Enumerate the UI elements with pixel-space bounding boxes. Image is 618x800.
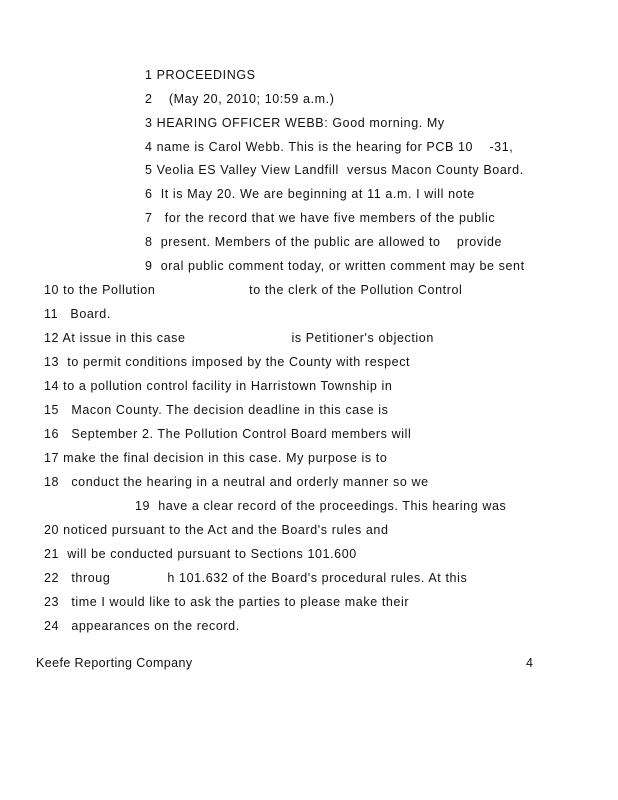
transcript-line-10: 10 to the Pollution to the clerk of the Pollution Control [44,283,463,297]
transcript-line-14: 14 to a pollution control facility in Harristown Township in [44,379,393,393]
transcript-line-4: 4 name is Carol Webb. This is the hearing for PCB 10 -31, [145,140,514,154]
footer-company: Keefe Reporting Company [36,656,193,670]
transcript-line-21: 21 will be conducted pursuant to Sections 101.600 [44,547,357,561]
footer-page-number: 4 [526,656,533,670]
transcript-line-13: 13 to permit conditions imposed by the County with respect [44,355,411,369]
transcript-line-15: 15 Macon County. The decision deadline in this case is [44,403,389,417]
transcript-line-22: 22 throug h 101.632 of the Board's procedural rules. At this [44,571,468,585]
transcript-line-17: 17 make the final decision in this case. My purpose is to [44,451,388,465]
transcript-line-1: 1 PROCEEDINGS [145,68,256,82]
transcript-line-5: 5 Veolia ES Valley View Landfill versus Macon County Board. [145,163,524,177]
transcript-line-20: 20 noticed pursuant to the Act and the Board's rules and [44,523,389,537]
transcript-line-7: 7 for the record that we have five members of the public [145,211,496,225]
transcript-line-24: 24 appearances on the record. [44,619,240,633]
transcript-line-18: 18 conduct the hearing in a neutral and orderly manner so we [44,475,429,489]
transcript-line-19: 19 have a clear record of the proceedings. This hearing was [135,499,507,513]
transcript-line-3: 3 HEARING OFFICER WEBB: Good morning. My [145,116,445,130]
transcript-line-16: 16 September 2. The Pollution Control Board members will [44,427,412,441]
transcript-line-23: 23 time I would like to ask the parties to please make their [44,595,410,609]
transcript-line-11: 11 Board. [44,307,111,321]
transcript-line-9: 9 oral public comment today, or written comment may be sent [145,259,525,273]
transcript-line-2: 2 (May 20, 2010; 10:59 a.m.) [145,92,335,106]
transcript-line-12: 12 At issue in this case is Petitioner's objection [44,331,434,345]
transcript-line-8: 8 present. Members of the public are allowed to provide [145,235,503,249]
transcript-line-6: 6 It is May 20. We are beginning at 11 a.m. I will note [145,187,475,201]
